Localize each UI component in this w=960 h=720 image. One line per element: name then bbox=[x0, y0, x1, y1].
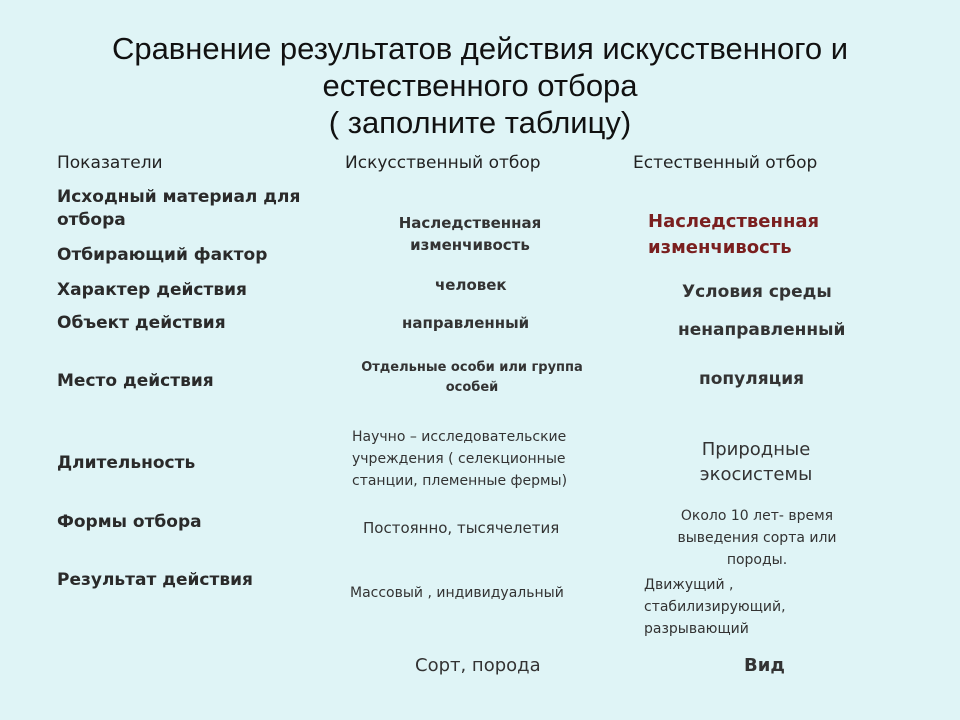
label-selecting-factor: Отбирающий фактор bbox=[57, 245, 268, 265]
natural-forms-line-3: разрывающий bbox=[644, 621, 749, 637]
label-source-material bbox=[57, 186, 300, 232]
header-indicators: Показатели bbox=[57, 153, 163, 173]
artificial-place-line-2: учреждения ( селекционные bbox=[352, 451, 566, 467]
natural-forms-line-1: Движущий , bbox=[644, 577, 734, 593]
header-natural: Естественный отбор bbox=[633, 153, 818, 173]
artificial-result: Сорт, порода bbox=[415, 655, 541, 676]
label-selection-forms: Формы отбора bbox=[57, 512, 202, 532]
natural-forms-line-2: стабилизирующий, bbox=[644, 599, 786, 615]
natural-material-line-2: изменчивость bbox=[648, 237, 792, 258]
artificial-character: направленный bbox=[402, 314, 530, 332]
label-action-character: Характер действия bbox=[57, 280, 247, 300]
artificial-object-line-1: Отдельные особи или группа bbox=[361, 360, 583, 375]
label-action-result: Результат действия bbox=[57, 570, 253, 590]
natural-place-line-1: Природные bbox=[701, 439, 811, 460]
artificial-object-line-2: особей bbox=[445, 380, 499, 395]
natural-duration-line-3: породы. bbox=[726, 552, 788, 568]
label-duration: Длительность bbox=[57, 453, 196, 473]
natural-material-line-1: Наследственная bbox=[648, 211, 820, 232]
label-action-object: Объект действия bbox=[57, 313, 226, 333]
header-artificial: Искусственный отбор bbox=[345, 153, 541, 173]
natural-material bbox=[648, 209, 819, 261]
title-line-1: Сравнение результатов действия искусственного и bbox=[111, 31, 849, 66]
natural-place bbox=[676, 437, 836, 487]
title-line-3: ( заполните таблицу) bbox=[328, 105, 632, 140]
artificial-object bbox=[352, 358, 592, 398]
artificial-place-line-1: Научно – исследовательские bbox=[352, 429, 567, 445]
natural-duration bbox=[662, 505, 852, 571]
natural-duration-line-1: Около 10 лет- время bbox=[680, 508, 834, 524]
artificial-place-line-3: станции, племенные фермы) bbox=[352, 473, 568, 489]
artificial-duration: Постоянно, тысячелетия bbox=[363, 519, 560, 537]
natural-factor: Условия среды bbox=[682, 282, 832, 302]
label-source-material-line-2: отбора bbox=[57, 210, 126, 230]
label-action-place: Место действия bbox=[57, 371, 214, 391]
label-source-material-line-1: Исходный материал для bbox=[57, 187, 301, 207]
slide-title bbox=[40, 30, 920, 141]
natural-result: Вид bbox=[744, 655, 785, 676]
artificial-factor: человек bbox=[435, 276, 507, 294]
natural-forms bbox=[644, 574, 786, 640]
artificial-material-line-1: Наследственная bbox=[398, 214, 542, 232]
artificial-place bbox=[352, 426, 567, 492]
artificial-material bbox=[370, 212, 570, 256]
artificial-material-line-2: изменчивость bbox=[410, 236, 530, 254]
natural-character: ненаправленный bbox=[678, 320, 846, 340]
natural-place-line-2: экосистемы bbox=[699, 464, 813, 485]
title-line-2: естественного отбора bbox=[322, 68, 638, 103]
natural-duration-line-2: выведения сорта или bbox=[677, 530, 837, 546]
artificial-forms: Массовый , индивидуальный bbox=[350, 585, 564, 601]
natural-object: популяция bbox=[699, 369, 805, 389]
